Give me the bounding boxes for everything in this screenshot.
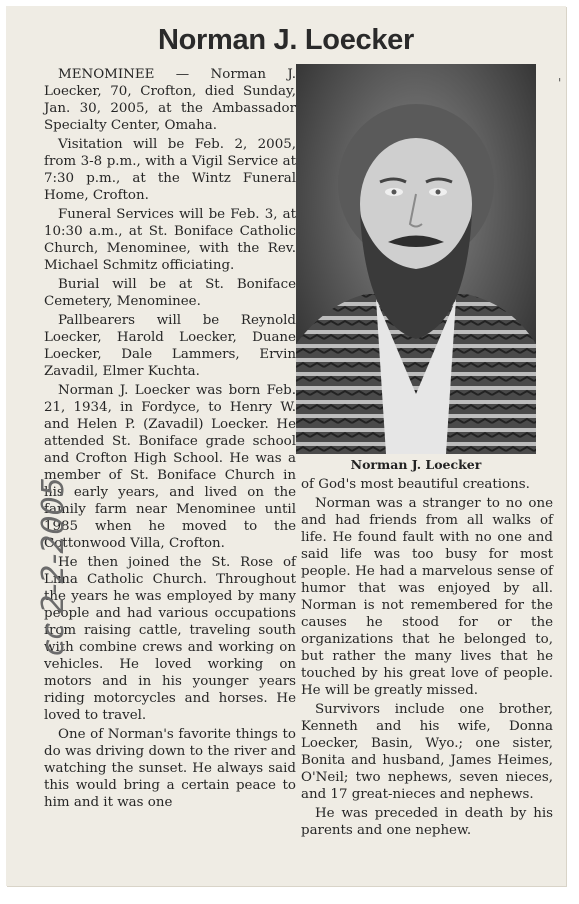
article-paragraph: Norman J. Loecker was born Feb. 21, 1934, in Fordyce, to Henry W. and Helen P. (Zavadil) Loecker. He attended St. Boniface grade school and Crofton High School. He was a member of St. Boniface Church in his early years, and lived on the family farm near Menominee until 1985 when he moved to the Cottonwood Villa, Crofton. [44, 383, 296, 551]
article-paragraph: He then joined the St. Rose of Lima Catholic Church. Throughout the years he was employed by many people and had various occupations from raising cattle, traveling south with combine crews and working on vehicles. He loved working on motors and in his younger years riding motorcycles and horses. He loved to travel. [44, 555, 296, 723]
article-paragraph: Funeral Services will be Feb. 3, at 10:30 a.m., at St. Boniface Catholic Church, Menominee, with the Rev. Michael Schmitz officiating. [44, 207, 296, 273]
newspaper-clipping [6, 6, 566, 886]
article-paragraph: Survivors include one brother, Kenneth and his wife, Donna Loecker, Basin, Wyo.; one sister, Bonita and husband, James Heimes, O'Neil; two nephews, seven nieces, and 17 great-nieces and nephews. [301, 702, 553, 802]
article-paragraph: Visitation will be Feb. 2, 2005, from 3-8 p.m., with a Vigil Service at 7:30 p.m., at the Wintz Funeral Home, Crofton. [44, 137, 296, 203]
article-paragraph: MENOMINEE — Norman J. Loecker, 70, Crofton, died Sunday, Jan. 30, 2005, at the Ambassador Specialty Center, Omaha. [44, 67, 296, 133]
article-paragraph: Burial will be at St. Boniface Cemetery, Menominee. [44, 277, 296, 309]
article-paragraph: One of Norman's favorite things to do was driving down to the river and watching the sunset. He always said this would bring a certain peace to him and it was one [44, 727, 296, 810]
article-paragraph: Pallbearers will be Reynold Loecker, Harold Loecker, Duane Loecker, Dale Lammers, Ervin Zavadil, Elmer Kuchta. [44, 313, 296, 379]
obituary-headline: Norman J. Loecker [158, 24, 414, 56]
margin-mark: ' [558, 76, 562, 90]
article-right-column [301, 476, 553, 841]
portrait-image [296, 64, 536, 454]
photo-caption: Norman J. Loecker [350, 457, 482, 472]
portrait-photo [296, 64, 536, 454]
handwritten-note-text: cc 2-2-2005 [36, 477, 71, 656]
article-paragraph: Norman was a stranger to no one and had friends from all walks of life. He found fault with no one and said life was too busy for most people. He had a marvelous sense of humor that was enjoyed by all. Norman is not remembered for the causes he stood for or the organizations that he belonged to, but rather the many lives that he touched by his great love of people. He will be greatly missed. [301, 496, 553, 698]
article-left-column [44, 66, 296, 813]
article-paragraph: He was preceded in death by his parents and one nephew. [301, 806, 553, 838]
article-paragraph: of God's most beautiful creations. [301, 477, 530, 492]
handwritten-date-note [10, 406, 71, 686]
